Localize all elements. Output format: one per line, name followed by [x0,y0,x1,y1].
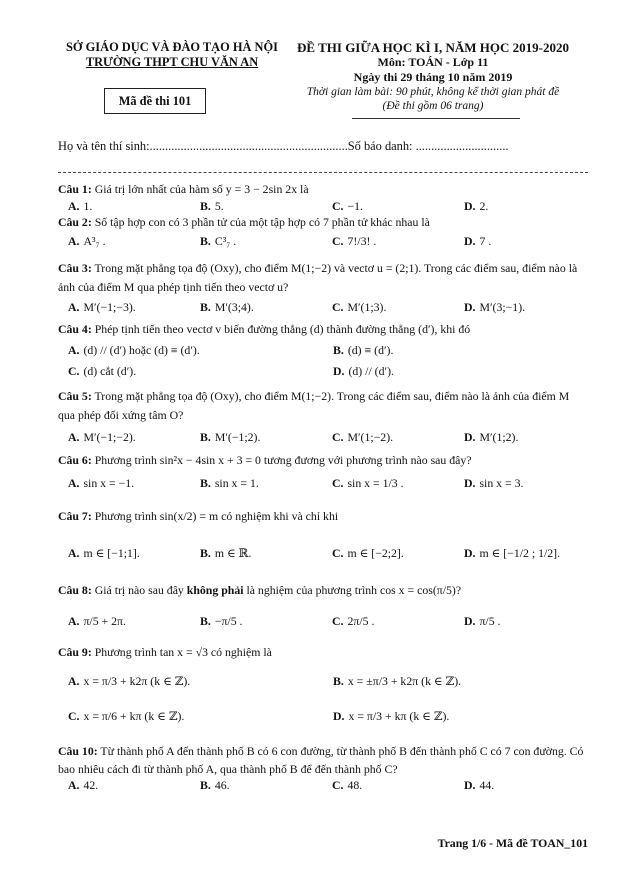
question-4 [58,322,588,379]
dashed-separator [58,172,588,173]
option-d: D. 2. [464,199,489,213]
question-text [58,322,588,337]
option-d: D. 44. [464,778,495,792]
question-body: Giá trị lớn nhất của hàm số y = 3 − 2sin 2x là [94,182,309,196]
option-c: C. (d) cắt (d′). [68,364,137,378]
question-body: Phương trình sin²x − 4sin x + 3 = 0 tương đương với phương trình nào sau đây? [94,453,472,467]
question-body: Phương trình tan x = √3 có nghiệm là [94,645,272,659]
question-5 [58,387,588,445]
option-c: C. 48. [332,778,363,792]
option-b: B. m ∈ ℝ. [200,546,252,560]
question-label: Câu 10: [58,744,98,758]
option-a: A. (d) // (d′) hoặc (d) ≡ (d′). [68,343,200,357]
question-emphasis: không phải [186,583,244,597]
question-2 [58,215,588,249]
option-a: A. M′(−1;−2). [68,430,136,444]
option-a: A. sin x = −1. [68,476,135,490]
exam-duration: Thời gian làm bài: 90 phút, không kể thời gian phát đề [306,86,560,98]
question-label: Câu 4: [58,322,92,336]
question-label: Câu 7: [58,509,92,523]
option-b: B. sin x = 1. [200,476,259,490]
exam-code-box: Mã đề thi 101 [104,88,206,114]
option-a: A. 42. [68,778,99,792]
question-text [58,215,588,230]
question-body: Phép tịnh tiến theo vectơ v biến đường thẳng (d) thành đường thẳng (d′), khi đó [94,322,471,336]
exam-date: Ngày thi 29 tháng 10 năm 2019 [353,70,513,84]
option-c: C. 7!/3! . [332,234,377,248]
question-6 [58,453,588,491]
question-body: Trong mặt phẳng tọa độ (Oxy), cho điểm M(1;−2) và vectơ u = (2;1). Trong các điểm sau, điểm nào là ảnh của điểm M qua phép tịnh tiến theo vectơ u? [58,261,578,294]
option-c: C. x = π/6 + kπ (k ∈ ℤ). [68,709,185,723]
question-text [58,583,588,598]
student-info-line: Họ và tên thí sinh:................................................................Số báo danh: .............................. [58,139,509,153]
question-label: Câu 5: [58,389,92,403]
question-label: Câu 1: [58,182,92,196]
option-d: D. (d) // (d′). [333,364,394,378]
option-d: D. sin x = 3. [464,476,524,490]
question-text [58,509,588,524]
department-name: SỞ GIÁO DỤC VÀ ĐÀO TẠO HÀ NỘI [66,40,278,54]
question-text [58,259,588,297]
option-d: D. π/5 . [464,614,501,628]
option-d: D. 7 . [464,234,492,248]
question-body: Trong mặt phẳng tọa độ (Oxy), cho điểm M(1;−2). Trong các điểm sau, điểm nào là ảnh của điểm M qua phép đối xứng tâm O? [58,389,570,422]
option-b: B. 46. [200,778,230,792]
option-a: A. A³₇ . [68,234,106,248]
question-body: Phương trình sin(x/2) = m có nghiệm khi và chỉ khi [94,509,339,523]
option-a: A. M′(−1;−3). [68,300,136,314]
header-left [58,40,286,70]
option-a: A. π/5 + 2π. [68,614,126,628]
question-label: Câu 9: [58,645,92,659]
question-label: Câu 3: [58,261,92,275]
question-body: Số tập hợp con có 3 phần tử của một tập hợp có 7 phần tử khác nhau là [94,215,430,229]
option-b: B. −π/5 . [200,614,243,628]
school-name: TRƯỜNG THPT CHU VĂN AN [85,55,259,69]
option-b: B. 5. [200,199,224,213]
question-label: Câu 6: [58,453,92,467]
option-c: C. 2π/5 . [332,614,375,628]
question-10 [58,742,588,793]
option-c: C. −1. [332,199,363,213]
option-b: B. (d) ≡ (d′). [333,343,394,357]
question-8 [58,583,588,629]
option-c: C. M′(1;−2). [332,430,394,444]
option-a: A. 1. [68,199,93,213]
option-c: C. M′(1;3). [332,300,387,314]
exam-title: ĐỀ THI GIỮA HỌC KÌ I, NĂM HỌC 2019-2020 [297,40,569,55]
option-b: B. C³₇ . [200,234,237,248]
option-a: A. m ∈ [−1;1]. [68,546,140,560]
option-d: D. m ∈ [−1/2 ; 1/2]. [464,546,561,560]
option-d: D. x = π/3 + kπ (k ∈ ℤ). [333,709,450,723]
option-d: D. M′(1;2). [464,430,519,444]
option-c: C. sin x = 1/3 . [332,476,404,490]
question-text [58,387,588,425]
option-b: B. x = ±π/3 + k2π (k ∈ ℤ). [333,674,462,688]
question-body-end: là nghiệm của phương trình cos x = cos(π/5)? [246,583,462,597]
question-3 [58,259,588,315]
question-9 [58,645,588,724]
option-b: B. M′(−1;2). [200,430,261,444]
exam-subject: Môn: TOÁN - Lớp 11 [377,55,489,69]
question-1 [58,182,588,214]
option-b: B. M′(3;4). [200,300,254,314]
exam-pages-note: (Đề thi gồm 06 trang) [382,100,484,112]
question-label: Câu 8: [58,583,92,597]
question-label: Câu 2: [58,215,92,229]
header-right [280,40,586,113]
option-a: A. x = π/3 + k2π (k ∈ ℤ). [68,674,191,688]
option-c: C. m ∈ [−2;2]. [332,546,404,560]
option-d: D. M′(3;−1). [464,300,526,314]
question-body: Từ thành phố A đến thành phố B có 6 con đường, từ thành phố B đến thành phố C có 7 con đường. Có bao nhiêu cách đi từ thành phố A, qua thành phố B để đến thành phố C? [58,744,584,776]
question-text [58,182,588,197]
question-7 [58,509,588,561]
question-text [58,645,588,660]
questions-area [58,180,588,793]
header-underline [352,118,520,119]
question-body: Giá trị nào sau đây [94,583,184,597]
question-text [58,742,588,778]
question-text [58,453,588,468]
page-footer: Trang 1/6 - Mã đề TOAN_101 [437,836,588,850]
